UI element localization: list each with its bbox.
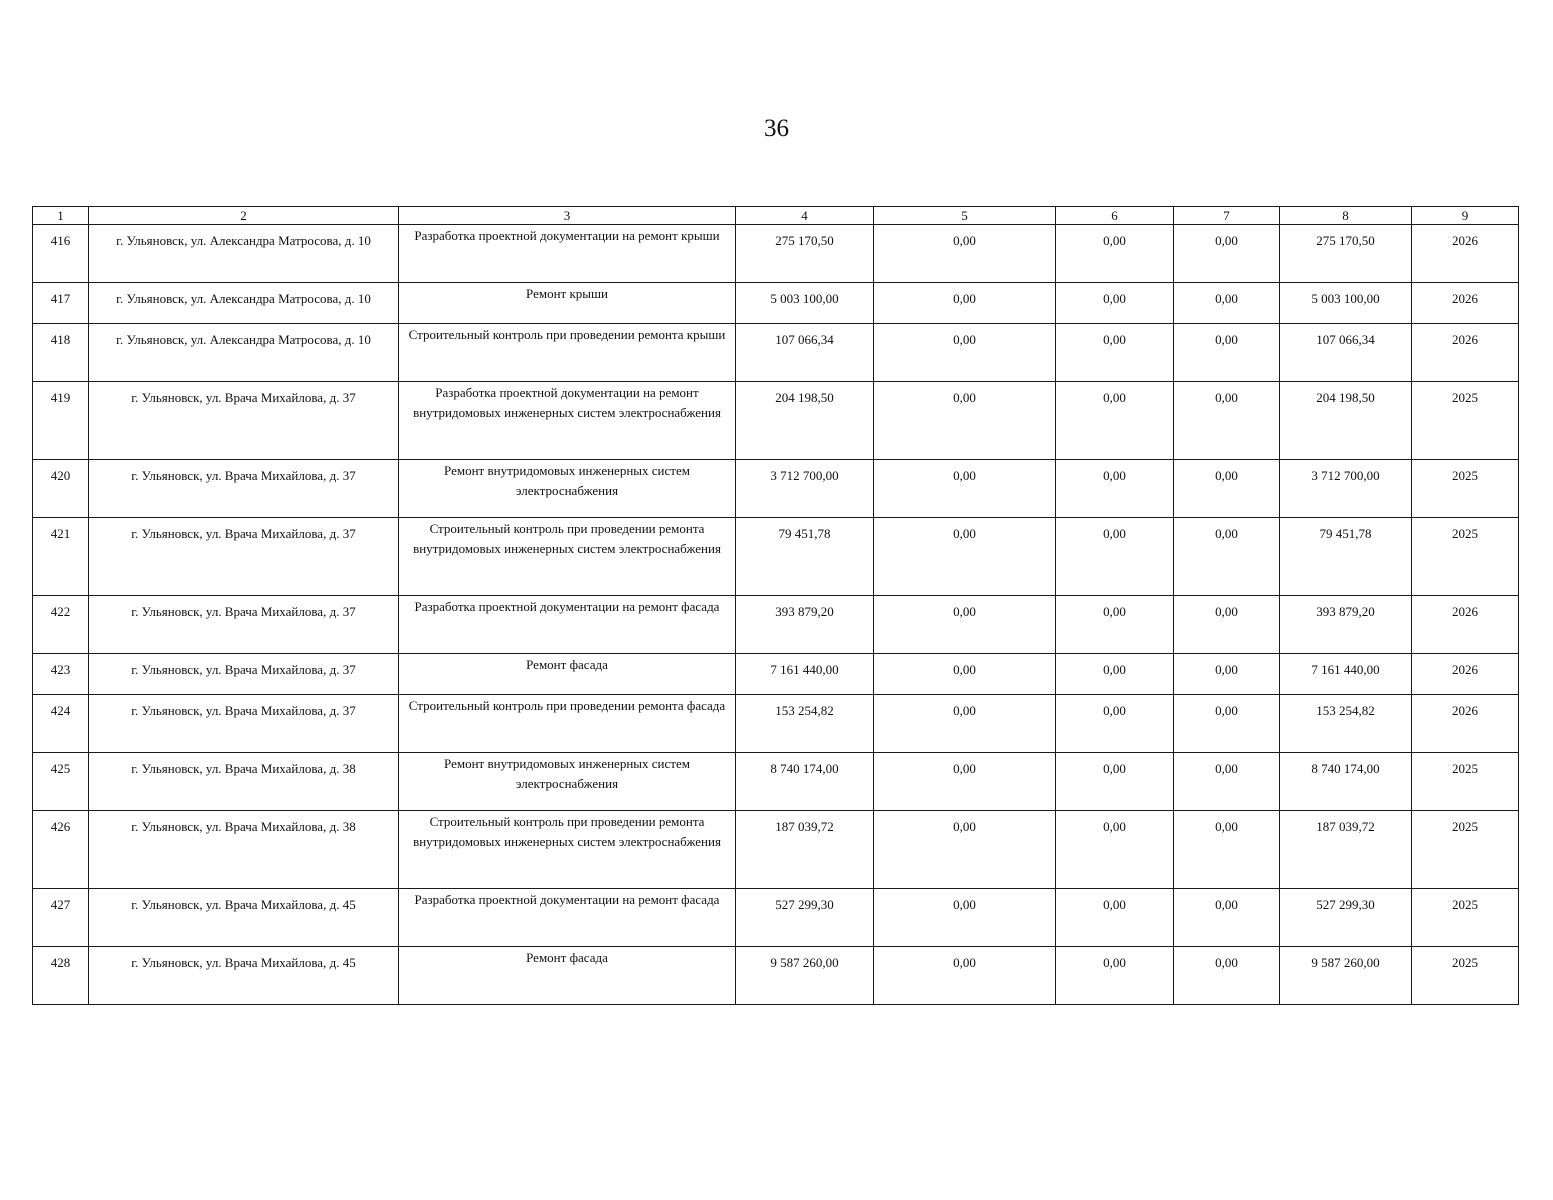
column-8-cell: 7 161 440,00: [1280, 654, 1412, 695]
address-cell: г. Ульяновск, ул. Врача Михайлова, д. 37: [89, 460, 399, 518]
year-cell: 2025: [1412, 460, 1519, 518]
row-number-cell: 420: [33, 460, 89, 518]
work-type-cell: Строительный контроль при проведении ремонта внутридомовых инженерных систем электроснабжения: [399, 518, 736, 596]
column-5-cell: 0,00: [874, 889, 1056, 947]
address-cell: г. Ульяновск, ул. Врача Михайлова, д. 37: [89, 654, 399, 695]
column-7-cell: 0,00: [1174, 947, 1280, 1005]
total-cost-cell: 153 254,82: [736, 695, 874, 753]
year-cell: 2026: [1412, 596, 1519, 654]
total-cost-cell: 275 170,50: [736, 225, 874, 283]
column-8-cell: 153 254,82: [1280, 695, 1412, 753]
row-number-cell: 427: [33, 889, 89, 947]
work-type-cell: Ремонт фасада: [399, 654, 736, 695]
work-type-cell: Ремонт крыши: [399, 283, 736, 324]
column-8-cell: 8 740 174,00: [1280, 753, 1412, 811]
column-8-cell: 9 587 260,00: [1280, 947, 1412, 1005]
row-number-cell: 421: [33, 518, 89, 596]
table-row: [33, 889, 1519, 947]
table-row: [33, 324, 1519, 382]
column-header: 5: [874, 207, 1056, 225]
column-7-cell: 0,00: [1174, 283, 1280, 324]
total-cost-cell: 3 712 700,00: [736, 460, 874, 518]
column-5-cell: 0,00: [874, 811, 1056, 889]
column-6-cell: 0,00: [1056, 382, 1174, 460]
year-cell: 2026: [1412, 283, 1519, 324]
column-8-cell: 393 879,20: [1280, 596, 1412, 654]
repair-schedule-table: [32, 206, 1519, 1005]
column-5-cell: 0,00: [874, 382, 1056, 460]
column-7-cell: 0,00: [1174, 811, 1280, 889]
column-8-cell: 187 039,72: [1280, 811, 1412, 889]
column-6-cell: 0,00: [1056, 225, 1174, 283]
column-8-cell: 204 198,50: [1280, 382, 1412, 460]
total-cost-cell: 393 879,20: [736, 596, 874, 654]
column-7-cell: 0,00: [1174, 654, 1280, 695]
table-row: [33, 460, 1519, 518]
address-cell: г. Ульяновск, ул. Александра Матросова, д. 10: [89, 283, 399, 324]
total-cost-cell: 8 740 174,00: [736, 753, 874, 811]
year-cell: 2025: [1412, 753, 1519, 811]
work-type-cell: Строительный контроль при проведении ремонта фасада: [399, 695, 736, 753]
row-number-cell: 425: [33, 753, 89, 811]
column-7-cell: 0,00: [1174, 695, 1280, 753]
column-5-cell: 0,00: [874, 225, 1056, 283]
column-5-cell: 0,00: [874, 654, 1056, 695]
column-header: 3: [399, 207, 736, 225]
address-cell: г. Ульяновск, ул. Врача Михайлова, д. 45: [89, 947, 399, 1005]
column-6-cell: 0,00: [1056, 518, 1174, 596]
column-6-cell: 0,00: [1056, 654, 1174, 695]
column-7-cell: 0,00: [1174, 225, 1280, 283]
total-cost-cell: 187 039,72: [736, 811, 874, 889]
work-type-cell: Разработка проектной документации на ремонт фасада: [399, 596, 736, 654]
year-cell: 2025: [1412, 518, 1519, 596]
column-7-cell: 0,00: [1174, 382, 1280, 460]
column-6-cell: 0,00: [1056, 811, 1174, 889]
column-5-cell: 0,00: [874, 947, 1056, 1005]
column-7-cell: 0,00: [1174, 460, 1280, 518]
year-cell: 2026: [1412, 225, 1519, 283]
total-cost-cell: 7 161 440,00: [736, 654, 874, 695]
table-row: [33, 596, 1519, 654]
column-header: 4: [736, 207, 874, 225]
column-5-cell: 0,00: [874, 596, 1056, 654]
column-5-cell: 0,00: [874, 460, 1056, 518]
address-cell: г. Ульяновск, ул. Врача Михайлова, д. 38: [89, 753, 399, 811]
column-5-cell: 0,00: [874, 518, 1056, 596]
table-row: [33, 811, 1519, 889]
address-cell: г. Ульяновск, ул. Врача Михайлова, д. 37: [89, 695, 399, 753]
total-cost-cell: 527 299,30: [736, 889, 874, 947]
work-type-cell: Строительный контроль при проведении ремонта крыши: [399, 324, 736, 382]
address-cell: г. Ульяновск, ул. Александра Матросова, д. 10: [89, 324, 399, 382]
column-header: 7: [1174, 207, 1280, 225]
address-cell: г. Ульяновск, ул. Александра Матросова, д. 10: [89, 225, 399, 283]
year-cell: 2026: [1412, 695, 1519, 753]
row-number-cell: 417: [33, 283, 89, 324]
work-type-cell: Разработка проектной документации на ремонт крыши: [399, 225, 736, 283]
column-7-cell: 0,00: [1174, 518, 1280, 596]
column-5-cell: 0,00: [874, 324, 1056, 382]
address-cell: г. Ульяновск, ул. Врача Михайлова, д. 38: [89, 811, 399, 889]
row-number-cell: 422: [33, 596, 89, 654]
column-5-cell: 0,00: [874, 753, 1056, 811]
row-number-cell: 419: [33, 382, 89, 460]
page-number: 36: [764, 115, 789, 142]
address-cell: г. Ульяновск, ул. Врача Михайлова, д. 37: [89, 596, 399, 654]
work-type-cell: Ремонт внутридомовых инженерных систем электроснабжения: [399, 753, 736, 811]
column-8-cell: 275 170,50: [1280, 225, 1412, 283]
address-cell: г. Ульяновск, ул. Врача Михайлова, д. 37: [89, 518, 399, 596]
year-cell: 2026: [1412, 324, 1519, 382]
row-number-cell: 426: [33, 811, 89, 889]
row-number-cell: 424: [33, 695, 89, 753]
column-5-cell: 0,00: [874, 283, 1056, 324]
column-8-cell: 107 066,34: [1280, 324, 1412, 382]
total-cost-cell: 107 066,34: [736, 324, 874, 382]
column-header: 1: [33, 207, 89, 225]
column-7-cell: 0,00: [1174, 889, 1280, 947]
column-header: 2: [89, 207, 399, 225]
year-cell: 2025: [1412, 811, 1519, 889]
table-row: [33, 654, 1519, 695]
table-row: [33, 225, 1519, 283]
row-number-cell: 423: [33, 654, 89, 695]
column-6-cell: 0,00: [1056, 283, 1174, 324]
table-row: [33, 382, 1519, 460]
year-cell: 2025: [1412, 382, 1519, 460]
column-7-cell: 0,00: [1174, 596, 1280, 654]
column-8-cell: 527 299,30: [1280, 889, 1412, 947]
year-cell: 2025: [1412, 947, 1519, 1005]
total-cost-cell: 204 198,50: [736, 382, 874, 460]
table-row: [33, 283, 1519, 324]
column-6-cell: 0,00: [1056, 889, 1174, 947]
column-6-cell: 0,00: [1056, 324, 1174, 382]
work-type-cell: Ремонт фасада: [399, 947, 736, 1005]
total-cost-cell: 79 451,78: [736, 518, 874, 596]
column-6-cell: 0,00: [1056, 695, 1174, 753]
address-cell: г. Ульяновск, ул. Врача Михайлова, д. 37: [89, 382, 399, 460]
table-header-row: [33, 207, 1519, 225]
row-number-cell: 418: [33, 324, 89, 382]
column-6-cell: 0,00: [1056, 753, 1174, 811]
total-cost-cell: 5 003 100,00: [736, 283, 874, 324]
column-7-cell: 0,00: [1174, 324, 1280, 382]
work-type-cell: Разработка проектной документации на ремонт фасада: [399, 889, 736, 947]
column-6-cell: 0,00: [1056, 596, 1174, 654]
column-8-cell: 3 712 700,00: [1280, 460, 1412, 518]
column-header: 9: [1412, 207, 1519, 225]
table-row: [33, 947, 1519, 1005]
column-6-cell: 0,00: [1056, 947, 1174, 1005]
table-body: [33, 225, 1519, 1005]
column-5-cell: 0,00: [874, 695, 1056, 753]
table-row: [33, 753, 1519, 811]
work-type-cell: Разработка проектной документации на ремонт внутридомовых инженерных систем электроснабжения: [399, 382, 736, 460]
column-header: 8: [1280, 207, 1412, 225]
column-7-cell: 0,00: [1174, 753, 1280, 811]
column-6-cell: 0,00: [1056, 460, 1174, 518]
total-cost-cell: 9 587 260,00: [736, 947, 874, 1005]
row-number-cell: 416: [33, 225, 89, 283]
table-row: [33, 695, 1519, 753]
address-cell: г. Ульяновск, ул. Врача Михайлова, д. 45: [89, 889, 399, 947]
work-type-cell: Ремонт внутридомовых инженерных систем электроснабжения: [399, 460, 736, 518]
work-type-cell: Строительный контроль при проведении ремонта внутридомовых инженерных систем электроснабжения: [399, 811, 736, 889]
year-cell: 2026: [1412, 654, 1519, 695]
table-row: [33, 518, 1519, 596]
year-cell: 2025: [1412, 889, 1519, 947]
row-number-cell: 428: [33, 947, 89, 1005]
column-8-cell: 79 451,78: [1280, 518, 1412, 596]
column-8-cell: 5 003 100,00: [1280, 283, 1412, 324]
column-header: 6: [1056, 207, 1174, 225]
